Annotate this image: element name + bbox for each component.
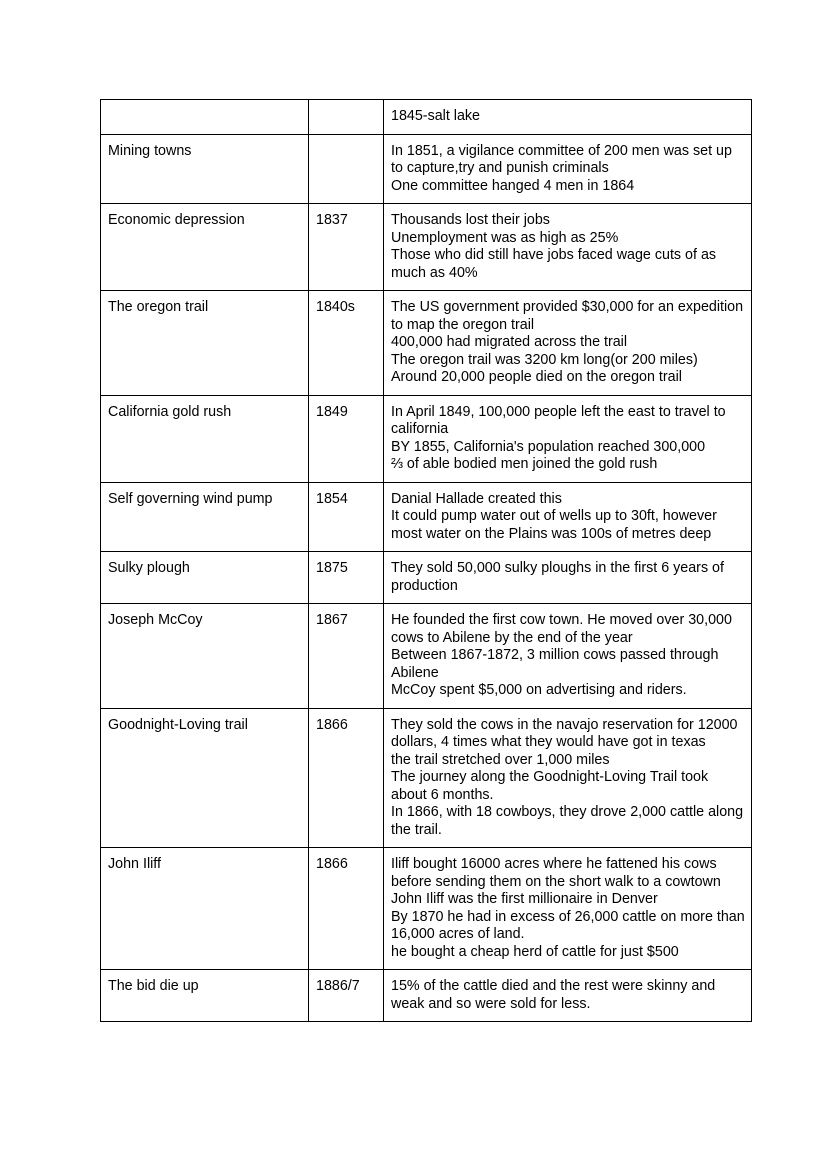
fact-line: Thousands lost their jobs — [391, 212, 550, 228]
facts-cell — [384, 604, 752, 709]
date-cell — [309, 100, 384, 135]
fact-line: Iliff bought 16000 acres where he fattened his cows before sending them on the short walk to a cowtown — [391, 856, 721, 890]
topic-cell: Goodnight-Loving trail — [101, 708, 309, 848]
date-cell: 1867 — [309, 604, 384, 709]
fact-line: In 1851, a vigilance committee of 200 men was set up to capture,try and punish criminals — [391, 142, 732, 176]
fact-line: They sold the cows in the navajo reservation for 12000 dollars, 4 times what they would have got in texas — [391, 716, 738, 750]
date-cell: 1840s — [309, 291, 384, 396]
topic-cell: Mining towns — [101, 134, 309, 204]
fact-line: He founded the first cow town. He moved over 30,000 cows to Abilene by the end of the year — [391, 612, 732, 646]
table-row — [101, 708, 752, 848]
table-row — [101, 970, 752, 1022]
facts-cell — [384, 552, 752, 604]
table-row — [101, 204, 752, 291]
date-cell: 1849 — [309, 395, 384, 482]
history-facts-table — [100, 99, 752, 1022]
fact-line: The oregon trail was 3200 km long(or 200 miles) — [391, 351, 698, 368]
topic-cell: California gold rush — [101, 395, 309, 482]
table-row — [101, 395, 752, 482]
fact-line: Danial Hallade created this — [391, 490, 562, 507]
table-row — [101, 291, 752, 396]
table-row — [101, 552, 752, 604]
fact-line: Between 1867-1872, 3 million cows passed through Abilene — [391, 647, 719, 681]
facts-cell — [384, 395, 752, 482]
facts-cell — [384, 708, 752, 848]
fact-line: By 1870 he had in excess of 26,000 cattle on more than 16,000 acres of land. — [391, 908, 745, 942]
facts-cell — [384, 291, 752, 396]
fact-line: 15% of the cattle died and the rest were skinny and weak and so were sold for less. — [391, 978, 716, 1012]
fact-line: The journey along the Goodnight-Loving Trail took about 6 months. — [391, 769, 709, 803]
topic-cell: John Iliff — [101, 848, 309, 970]
fact-line: In April 1849, 100,000 people left the east to travel to california — [391, 403, 726, 437]
fact-line: McCoy spent $5,000 on advertising and riders. — [391, 682, 687, 698]
topic-cell: Sulky plough — [101, 552, 309, 604]
facts-cell — [384, 204, 752, 291]
fact-line: It could pump water out of wells up to 30ft, however most water on the Plains was 100s of metres deep — [391, 508, 717, 542]
fact-line: John Iliff was the first millionaire in Denver — [391, 891, 658, 907]
fact-line: ⅔ of able bodied men joined the gold rush — [391, 456, 658, 472]
table-row — [101, 482, 752, 552]
fact-line: BY 1855, California's population reached 300,000 — [391, 438, 706, 455]
table-row — [101, 134, 752, 204]
facts-cell — [384, 134, 752, 204]
date-cell: 1875 — [309, 552, 384, 604]
date-cell: 1886/7 — [309, 970, 384, 1022]
topic-cell: The oregon trail — [101, 291, 309, 396]
date-cell — [309, 134, 384, 204]
date-cell: 1854 — [309, 482, 384, 552]
fact-line: One committee hanged 4 men in 1864 — [391, 177, 635, 194]
date-cell: 1837 — [309, 204, 384, 291]
table-row — [101, 100, 752, 135]
table-body — [101, 100, 752, 1022]
date-cell: 1866 — [309, 708, 384, 848]
fact-line: They sold 50,000 sulky ploughs in the first 6 years of production — [391, 560, 724, 594]
fact-line: The US government provided $30,000 for an expedition to map the oregon trail — [391, 299, 744, 333]
fact-line: Unemployment was as high as 25% — [391, 229, 619, 246]
fact-line: 400,000 had migrated across the trail — [391, 334, 628, 350]
fact-line: the trail stretched over 1,000 miles — [391, 751, 610, 768]
topic-cell — [101, 100, 309, 135]
topic-cell: Self governing wind pump — [101, 482, 309, 552]
table-row — [101, 848, 752, 970]
facts-cell — [384, 100, 752, 135]
topic-cell: Joseph McCoy — [101, 604, 309, 709]
fact-line: In 1866, with 18 cowboys, they drove 2,000 cattle along the trail. — [391, 804, 744, 838]
fact-line: he bought a cheap herd of cattle for just $500 — [391, 943, 679, 960]
fact-line: Around 20,000 people died on the oregon trail — [391, 369, 682, 385]
facts-cell — [384, 482, 752, 552]
facts-cell — [384, 970, 752, 1022]
fact-line: Those who did still have jobs faced wage cuts of as much as 40% — [391, 247, 717, 281]
table-row — [101, 604, 752, 709]
fact-line: 1845-salt lake — [391, 108, 481, 124]
topic-cell: The bid die up — [101, 970, 309, 1022]
date-cell: 1866 — [309, 848, 384, 970]
facts-cell — [384, 848, 752, 970]
topic-cell: Economic depression — [101, 204, 309, 291]
